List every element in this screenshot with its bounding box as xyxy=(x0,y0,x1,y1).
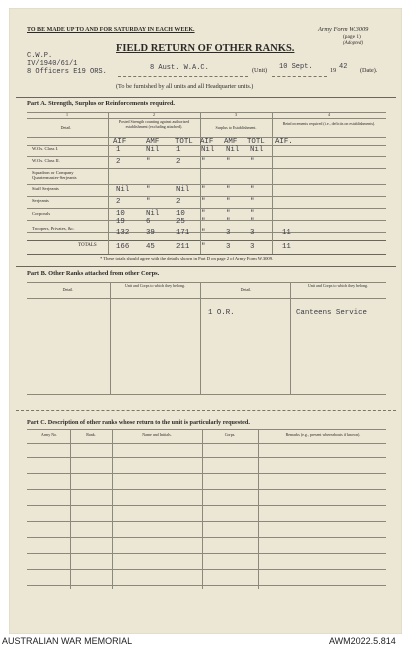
part-b-entry-detail: 1 O.R. xyxy=(208,309,235,317)
unit-label: (Unit) xyxy=(252,67,268,74)
part-c-row-rule xyxy=(27,489,386,490)
form-number: Army Form W.3009 xyxy=(318,26,369,33)
part-a-total-c6: 3 xyxy=(250,243,255,251)
footer-right: AWM2022.5.814 xyxy=(329,636,396,646)
part-a-total-c4: " xyxy=(201,243,206,251)
part-a-value-r4-c2: " xyxy=(146,186,151,194)
part-a-value-r8-c4: " xyxy=(201,229,206,237)
part-a-title: Part A. Strength, Surplus or Reinforcements required. xyxy=(27,100,175,107)
form-title: FIELD RETURN OF OTHER RANKS. xyxy=(116,43,295,54)
part-c-header-rank: Rank. xyxy=(86,432,96,437)
part-c-top-rule xyxy=(16,410,396,411)
part-b-top-rule xyxy=(16,266,396,267)
sub-header-amf-1: AMF xyxy=(146,138,160,146)
part-a-value-r8-c3: 171 xyxy=(176,229,190,237)
footer-left: AUSTRALIAN WAR MEMORIAL xyxy=(2,636,133,646)
sub-header-amf-2: AMF xyxy=(224,138,238,146)
date-underline xyxy=(272,76,327,77)
row-label-serjeants: Serjeants xyxy=(32,198,49,203)
part-a-value-r2-c5: " xyxy=(226,158,231,166)
part-a-value-r6-c6: " xyxy=(250,210,255,218)
part-a-value-r7-c2: 6 xyxy=(146,218,151,226)
year-prefix: 19 xyxy=(330,67,337,74)
date-value: 10 Sept. xyxy=(279,63,313,71)
part-b-title: Part B. Other Ranks attached from other Corps. xyxy=(27,270,160,277)
part-a-value-r5-c5: " xyxy=(226,198,231,206)
part-a-value-r6-c4: " xyxy=(201,210,206,218)
part-b-header-unit-2: Unit and Corps to which they belong. xyxy=(307,283,369,288)
date-label: (Date). xyxy=(360,67,378,74)
part-a-total-c7: 11 xyxy=(282,243,291,251)
part-c-row-rule xyxy=(27,537,386,538)
part-c-row-rule xyxy=(27,553,386,554)
unit-underline xyxy=(118,76,248,77)
row-label-staff-serjeants: Staff Serjeants xyxy=(32,186,59,191)
part-c-header-army-no: Army No. xyxy=(40,432,58,437)
page-number: (page 1) xyxy=(343,34,361,40)
part-b-header-unit-1: Unit and Corps to which they belong. xyxy=(124,283,186,288)
sub-header-aif-2: AIF xyxy=(200,138,214,146)
part-a-value-r6-c3: 10 xyxy=(176,210,185,218)
part-a-value-r1-c4: Nil xyxy=(201,146,215,154)
part-a-value-r7-c1: 19 xyxy=(116,218,125,226)
part-a-value-r1-c3: 1 xyxy=(176,146,181,154)
reference-line-1: C.W.P. xyxy=(27,52,53,60)
part-a-top-rule xyxy=(16,97,396,98)
furnish-note: (To be furnished by all units and all Headquarter units.) xyxy=(116,83,254,90)
part-a-value-r5-c2: " xyxy=(146,198,151,206)
row-label-corporals: Corporals xyxy=(32,211,51,216)
part-a-value-r1-c5: Nil xyxy=(226,146,240,154)
part-a-value-r6-c5: " xyxy=(226,210,231,218)
col-number-3: 3 xyxy=(235,112,237,117)
part-a-value-r8-c5: 3 xyxy=(226,229,231,237)
part-b-header-detail-2: Detail. xyxy=(240,287,252,292)
part-c-header-remarks: Remarks (e.g., present whereabouts if known). xyxy=(285,432,361,437)
part-a-value-r8-c6: 3 xyxy=(250,229,255,237)
part-a-value-r5-c6: " xyxy=(250,198,255,206)
part-a-value-r1-c6: Nil xyxy=(250,146,264,154)
part-a-value-r4-c4: " xyxy=(201,186,206,194)
part-a-value-r8-c2: 39 xyxy=(146,229,155,237)
part-a-total-c2: 45 xyxy=(146,243,155,251)
part-a-value-r7-c4: " xyxy=(201,218,206,226)
unit-value: 8 Aust. W.A.C. xyxy=(150,64,209,72)
part-a-value-r2-c1: 2 xyxy=(116,158,121,166)
part-a-value-r6-c1: 10 xyxy=(116,210,125,218)
row-label-cqms-text: Squadron or Company Quartermaster-Serjeants xyxy=(32,170,77,180)
col-number-2: 2 xyxy=(153,112,155,117)
part-a-value-r7-c6: " xyxy=(250,218,255,226)
part-a-value-r4-c3: Nil xyxy=(176,186,190,194)
part-c-row-rule xyxy=(27,473,386,474)
col-number-1: 1 xyxy=(66,112,68,117)
row-label-troopers: Troopers, Privates, &c. xyxy=(32,226,75,231)
part-a-value-r8-c1: 132 xyxy=(116,229,130,237)
part-a-value-r5-c3: 2 xyxy=(176,198,181,206)
part-a-value-r2-c2: " xyxy=(146,158,151,166)
sub-header-aif-3: AIF. xyxy=(275,138,293,146)
part-a-total-c3: 211 xyxy=(176,243,190,251)
part-c-row-rule xyxy=(27,457,386,458)
part-c-row-rule xyxy=(27,505,386,506)
part-a-value-r2-c3: 2 xyxy=(176,158,181,166)
part-a-footnote: * These totals should agree with the details shown in Part D on page 2 of Army Form W.3009. xyxy=(100,256,274,261)
posted-strength-header: Posted Strength counting against authorised establishment (excluding attached). xyxy=(118,119,190,129)
sub-header-totl-2: TOTL xyxy=(247,138,265,146)
part-c-row-rule xyxy=(27,585,386,586)
part-c-header-name: Name and Initials. xyxy=(142,432,172,437)
part-a-value-r7-c5: " xyxy=(226,218,231,226)
reinforcements-header: Reinforcements required (i.e., deficits on establishments). xyxy=(282,121,376,126)
part-c-row-rule xyxy=(27,569,386,570)
part-a-value-r5-c1: 2 xyxy=(116,198,121,206)
adopted-label: (Adopted) xyxy=(343,41,363,46)
detail-header: Detail. xyxy=(60,125,72,130)
part-a-value-r6-c2: Nil xyxy=(146,210,160,218)
part-a-value-r4-c6: " xyxy=(250,186,255,194)
part-c-header-corps: Corps. xyxy=(224,432,236,437)
part-a-value-r1-c1: 1 xyxy=(116,146,121,154)
part-b-header-detail-1: Detail. xyxy=(62,287,74,292)
col-number-4: 4 xyxy=(328,112,330,117)
part-a-value-r4-c1: Nil xyxy=(116,186,130,194)
top-note: TO BE MADE UP TO AND FOR SATURDAY IN EACH WEEK. xyxy=(27,27,195,33)
row-label-cqms xyxy=(32,170,102,180)
part-a-value-r2-c6: " xyxy=(250,158,255,166)
part-b-entry-unit: Canteens Service xyxy=(296,309,367,317)
part-a-value-r4-c5: " xyxy=(226,186,231,194)
part-a-total-c1: 166 xyxy=(116,243,130,251)
row-label-wo-class-1: W.Os. Class I. xyxy=(32,146,59,151)
part-a-total-c5: 3 xyxy=(226,243,231,251)
part-c-row-rule xyxy=(27,521,386,522)
part-a-value-r2-c4: " xyxy=(201,158,206,166)
reference-line-2: IV/1940/61/1 xyxy=(27,60,78,68)
year-value: 42 xyxy=(339,63,348,71)
totals-label: TOTALS xyxy=(78,243,97,248)
sub-header-aif-1: AIF xyxy=(113,138,127,146)
part-a-value-r7-c3: 25 xyxy=(176,218,185,226)
surplus-header: Surplus to Establishment. xyxy=(215,125,257,130)
row-label-wo-class-2: W.Os. Class II. xyxy=(32,158,60,163)
sub-header-totl-1: TOTL xyxy=(175,138,193,146)
part-a-value-r1-c2: Nil xyxy=(146,146,160,154)
reference-line-3: 8 Officers E19 ORS. xyxy=(27,68,107,76)
part-a-value-r5-c4: " xyxy=(201,198,206,206)
part-c-title: Part C. Description of other ranks whose return to the unit is particularly requested. xyxy=(27,419,250,426)
part-a-value-r8-c7: 11 xyxy=(282,229,291,237)
